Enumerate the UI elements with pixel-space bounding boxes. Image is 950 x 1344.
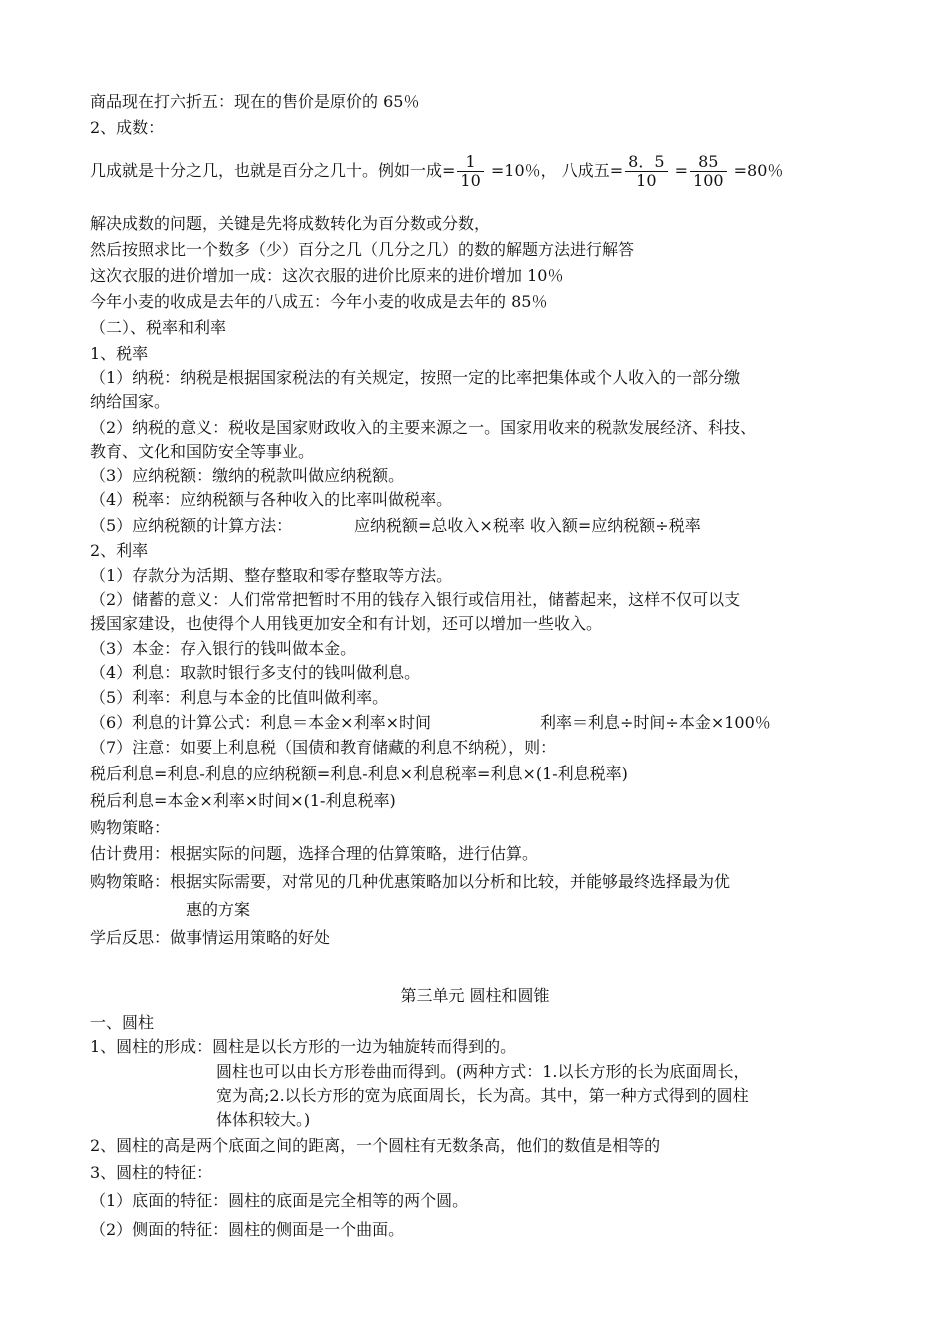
unit-title: 第三单元 圆柱和圆锥 [400,986,550,1005]
text-line: （2）侧面的特征：圆柱的侧面是一个曲面。 [90,1220,405,1239]
text-line: （4）税率：应纳税额与各种收入的比率叫做税率。 [90,490,453,509]
text-line: 今年小麦的收成是去年的八成五：今年小麦的收成是去年的 85％ [90,292,548,311]
text-line: 教育、文化和国防安全等事业。 [90,442,315,461]
text-segment: （5）应纳税额的计算方法： [90,516,293,535]
text-line: （2）储蓄的意义：人们常常把暂时不用的钱存入银行或信用社，储蓄起来，这样不仅可以支 [90,590,741,609]
subsection-heading: 2、利率 [90,541,149,560]
text-line: 商品现在打六折五：现在的售价是原价的 65％ [90,92,420,111]
text-line: （5）利率：利息与本金的比值叫做利率。 [90,688,389,707]
text-line [90,516,701,536]
text-segment: 几成就是十分之几，也就是百分之几十。例如一成= [90,161,456,180]
text-line: 圆柱也可以由长方形卷曲而得到。(两种方式：1.以长方形的长为底面周长， [216,1062,750,1081]
fraction-denominator: 10 [460,171,481,190]
text-segment: 应纳税额=总收入×税率 收入额=应纳税额÷税率 [354,516,701,535]
fraction-numerator: 85 [690,153,727,172]
text-line: 然后按照求比一个数多（少）百分之几（几分之几）的数的解题方法进行解答 [90,240,635,259]
fraction-numerator: 1 [457,153,483,172]
text-line: 2、成数： [90,118,165,137]
formula-line: 税后利息=利息-利息的应纳税额=利息-利息×利息税率=利息×(1-利息税率) [90,764,628,783]
text-segment: =10％， 八成五= [485,161,624,180]
text-segment: =80％ [728,161,784,180]
fraction-denominator: 10 [636,171,657,190]
fraction-line [90,150,783,192]
text-line: 解决成数的问题，关键是先将成数转化为百分数或分数， [90,214,491,233]
text-line: 学后反思：做事情运用策略的好处 [90,928,331,947]
formula-line: 税后利息=本金×利率×时间×(1-利息税率) [90,791,396,810]
text-segment: 这次衣服的进价增加一成 [90,266,267,285]
fraction-eight-point-five-tenths [625,153,667,190]
subsection-heading: 1、税率 [90,344,149,363]
text-line: 1、圆柱的形成：圆柱是以长方形的一边为轴旋转而得到的。 [90,1037,517,1056]
text-line [90,266,564,286]
text-line: 宽为高;2.以长方形的宽为底面周长，长为高。其中，第一种方式得到的圆柱 [216,1086,749,1105]
fraction-denominator: 100 [693,171,724,190]
section-heading: 一、圆柱 [90,1013,155,1032]
text-line: 2、圆柱的高是两个底面之间的距离，一个圆柱有无数条高，他们的数值是相等的 [90,1136,661,1155]
section-heading: （二）、税率和利率 [90,318,227,337]
text-line: 估计费用：根据实际的问题，选择合理的估算策略，进行估算。 [90,844,539,863]
text-line: （1）底面的特征：圆柱的底面是完全相等的两个圆。 [90,1191,469,1210]
text-line: （3）应纳税额：缴纳的税款叫做应纳税额。 [90,466,405,485]
text-segment: （6）利息的计算公式：利息＝本金×利率×时间 [90,713,431,732]
text-line: 购物策略：根据实际需要，对常见的几种优惠策略加以分析和比较，并能够最终选择最为优 [90,872,731,891]
text-line: 纳给国家。 [90,392,171,411]
text-line [90,713,771,733]
text-segment: 利率＝利息÷时间÷本金×100％ [540,713,771,732]
text-line: 体体积较大。) [216,1110,311,1129]
text-line: （7）注意：如要上利息税（国债和教育储藏的利息不纳税），则： [90,738,557,757]
text-line: （4）利息：取款时银行多支付的钱叫做利息。 [90,663,421,682]
fraction-85-hundredths [690,153,727,190]
fraction-one-tenth [457,153,483,190]
text-line: 惠的方案 [186,900,251,919]
text-line: （2）纳税的意义：税收是国家财政收入的主要来源之一。国家用收来的税款发展经济、科技、 [90,418,757,437]
text-line: （3）本金：存入银行的钱叫做本金。 [90,639,357,658]
text-line: 援国家建设，也使得个人用钱更加安全和有计划，还可以增加一些收入。 [90,614,603,633]
text-line: （1）纳税：纳税是根据国家税法的有关规定，按照一定的比率把集体或个人收入的一部分缴 [90,368,741,387]
fraction-numerator: 8．5 [625,153,667,172]
text-segment: = [669,161,689,180]
text-line: （1）存款分为活期、整存整取和零存整取等方法。 [90,566,453,585]
text-line: 购物策略： [90,818,171,837]
text-segment: ：这次衣服的进价比原来的进价增加 10％ [266,266,564,285]
text-line: 3、圆柱的特征： [90,1163,213,1182]
